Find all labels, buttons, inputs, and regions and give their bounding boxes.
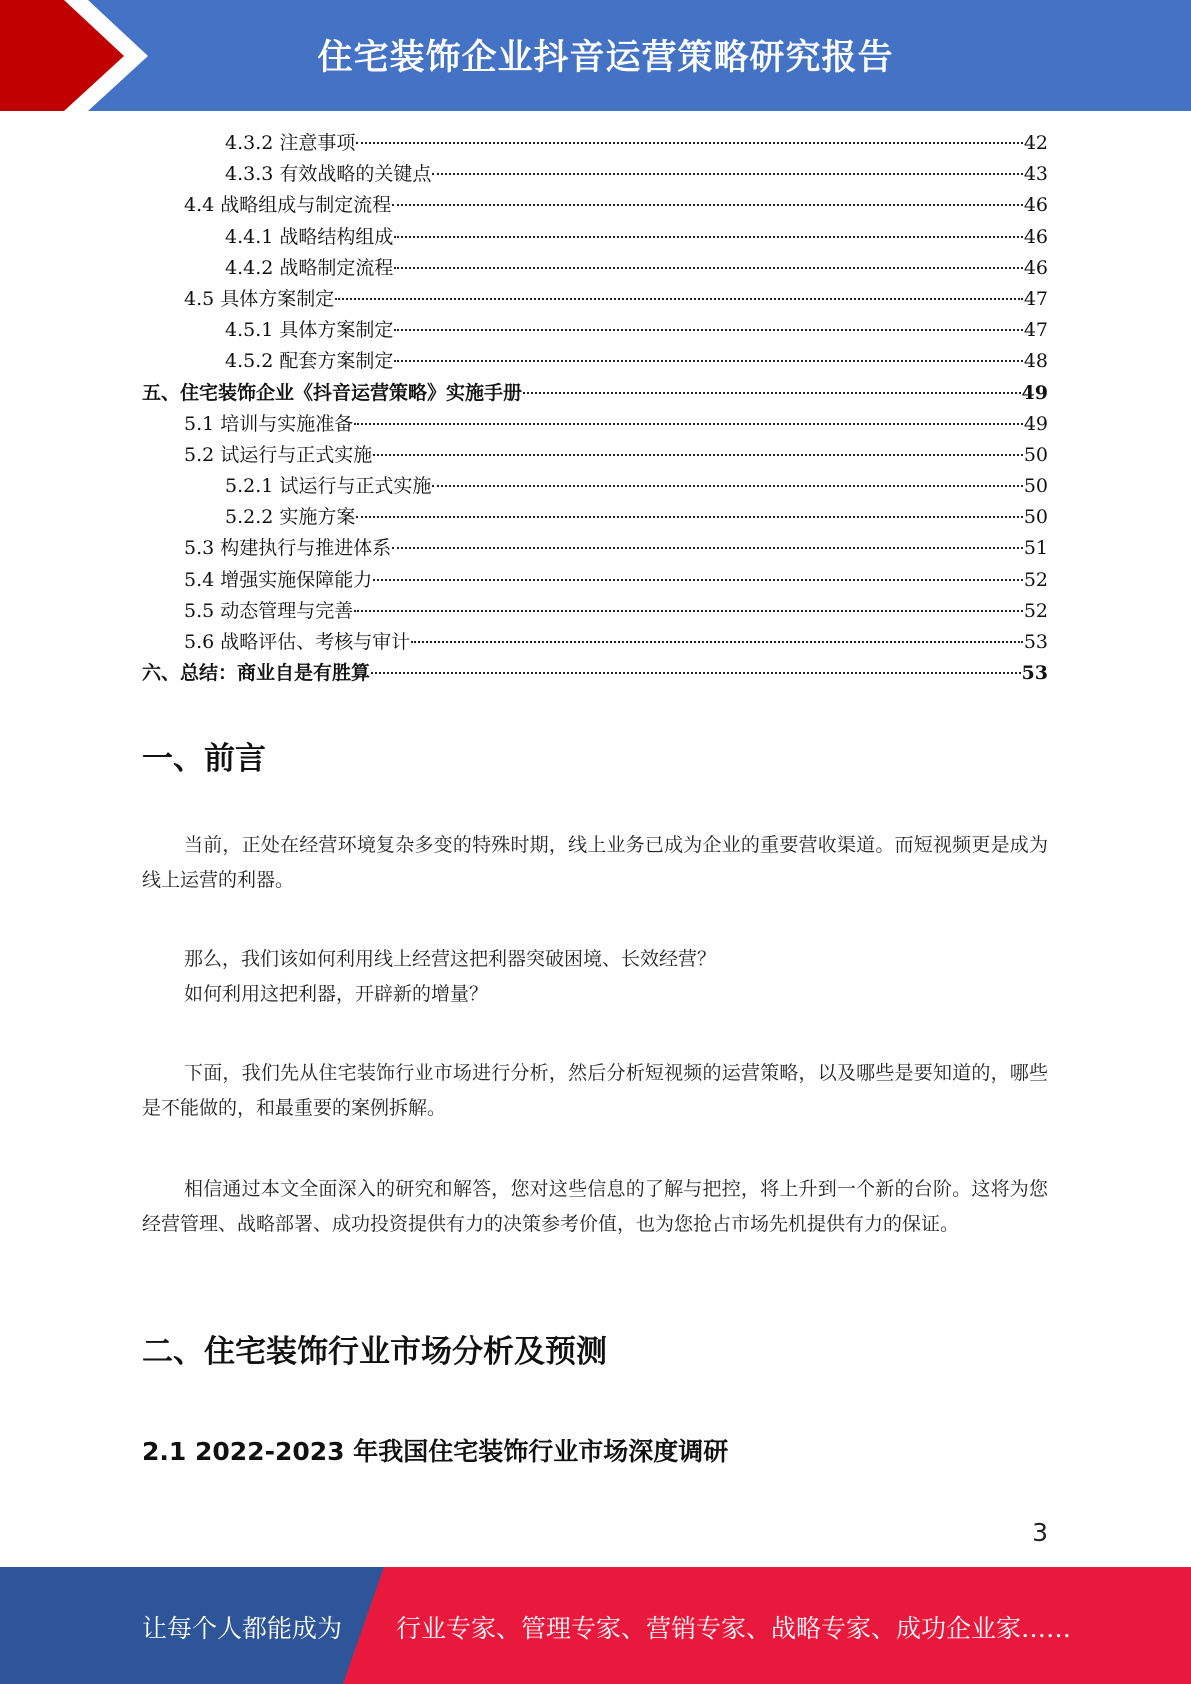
- toc-entry[interactable]: [142, 190, 1048, 221]
- toc-entry-label: 六、总结：商业自是有胜算: [142, 662, 371, 685]
- toc-entry[interactable]: [142, 596, 1048, 627]
- toc-entry-label: 4.4.1 战略结构组成: [225, 225, 394, 248]
- toc-entry-label: 5.3 构建执行与推进体系: [184, 537, 392, 560]
- toc-entry-label: 5.6 战略评估、考核与审计: [184, 631, 411, 653]
- toc-leader-dots: [373, 579, 1023, 581]
- toc-leader-dots: [394, 329, 1022, 331]
- paragraph-text: 相信通过本文全面深入的研究和解答，您对这些信息的了解与把控，将上升到一个新的台阶。这将为您经营管理、战略部署、成功投资提供有力的决策参考价值，也为您抢占市场先机提供有力的保证。: [142, 1178, 1048, 1235]
- toc-entry-label: 4.4 战略组成与制定流程: [184, 194, 392, 217]
- toc-entry-label: 4.4.2 战略制定流程: [225, 256, 394, 279]
- toc-entry-page: 53: [1021, 662, 1048, 685]
- toc-entry-label: 4.5.2 配套方案制定: [225, 350, 394, 373]
- toc-entry[interactable]: [142, 284, 1048, 315]
- toc-entry-label: 5.1 培训与实施准备: [184, 412, 354, 435]
- toc-entry-page: 42: [1023, 132, 1048, 154]
- toc-leader-dots: [356, 142, 1022, 144]
- toc-leader-dots: [356, 516, 1022, 518]
- toc-entry-label: 5.2.1 试运行与正式实施: [225, 475, 432, 498]
- toc-leader-dots: [394, 360, 1022, 362]
- toc-entry-page: 48: [1023, 350, 1048, 373]
- toc-entry-label: 5.2 试运行与正式实施: [184, 443, 373, 466]
- toc-entry[interactable]: [142, 346, 1048, 377]
- page-number: 3: [1032, 1518, 1048, 1547]
- toc-leader-dots: [354, 423, 1023, 425]
- toc-entry[interactable]: [142, 533, 1048, 564]
- toc-entry-label: 5.4 增强实施保障能力: [184, 568, 373, 591]
- toc-entry-page: 52: [1023, 599, 1048, 622]
- toc-leader-dots: [354, 610, 1023, 612]
- toc-entry[interactable]: [142, 253, 1048, 284]
- toc-entry-label: 4.3.2 注意事项: [225, 132, 356, 154]
- toc-entry[interactable]: [142, 627, 1048, 658]
- toc-entry-page: 47: [1023, 287, 1048, 310]
- toc-entry-page: 46: [1023, 256, 1048, 279]
- toc-entry-label: 5.5 动态管理与完善: [184, 599, 354, 622]
- toc-entry[interactable]: [142, 658, 1048, 689]
- toc-leader-dots: [392, 204, 1023, 206]
- page-footer: [0, 1567, 1191, 1684]
- page-header: [0, 0, 1191, 111]
- toc-entry-page: 50: [1023, 475, 1048, 498]
- toc-entry-page: 50: [1023, 506, 1048, 529]
- toc-entry-label: 4.5.1 具体方案制定: [225, 319, 394, 342]
- toc-entry-label: 4.5 具体方案制定: [184, 287, 335, 310]
- toc-entry-page: 49: [1021, 381, 1048, 404]
- toc-entry[interactable]: [142, 440, 1048, 471]
- toc-entry-label: 五、住宅装饰企业《抖音运营策略》实施手册: [142, 381, 523, 404]
- toc-entry[interactable]: [142, 565, 1048, 596]
- section-heading-preface: 一、前言: [142, 741, 266, 777]
- toc-leader-dots: [373, 454, 1023, 456]
- toc-entry-label: 5.2.2 实施方案: [225, 506, 356, 529]
- toc-entry[interactable]: [142, 222, 1048, 253]
- toc-entry-page: 43: [1023, 163, 1048, 186]
- footer-roles: 行业专家、管理专家、营销专家、战略专家、成功企业家……: [396, 1614, 1072, 1643]
- section-heading-market: 二、住宅装饰行业市场分析及预测: [142, 1334, 607, 1370]
- toc-leader-dots: [432, 485, 1022, 487]
- toc-leader-dots: [432, 173, 1022, 175]
- table-of-contents: [142, 128, 1048, 689]
- footer-slogan: 让每个人都能成为: [142, 1614, 343, 1643]
- toc-entry[interactable]: [142, 315, 1048, 346]
- toc-entry-page: 52: [1023, 568, 1048, 591]
- toc-entry[interactable]: [142, 471, 1048, 502]
- toc-leader-dots: [371, 672, 1021, 674]
- toc-entry[interactable]: [142, 128, 1048, 159]
- question-line: 那么，我们该如何利用线上经营这把利器突破困境、长效经营？: [184, 948, 717, 970]
- subsection-heading: 2.1 2022-2023 年我国住宅装饰行业市场深度调研: [142, 1437, 729, 1466]
- toc-entry-page: 46: [1023, 194, 1048, 217]
- question-line: 如何利用这把利器，开辟新的增量？: [184, 983, 489, 1005]
- paragraph-intro: [142, 828, 1048, 898]
- toc-entry[interactable]: [142, 409, 1048, 440]
- toc-leader-dots: [411, 641, 1023, 643]
- paragraph-conclusion: [142, 1172, 1048, 1242]
- toc-entry-page: 49: [1023, 412, 1048, 435]
- report-title: 住宅装饰企业抖音运营策略研究报告: [317, 38, 894, 78]
- toc-entry[interactable]: [142, 502, 1048, 533]
- toc-leader-dots: [335, 298, 1023, 300]
- toc-entry-page: 53: [1023, 631, 1048, 653]
- toc-entry-page: 47: [1023, 319, 1048, 342]
- paragraph-questions: [142, 942, 1048, 1012]
- toc-entry-page: 50: [1023, 443, 1048, 466]
- toc-leader-dots: [394, 236, 1022, 238]
- paragraph-text: 下面，我们先从住宅装饰行业市场进行分析，然后分析短视频的运营策略，以及哪些是要知道的，哪些是不能做的，和最重要的案例拆解。: [142, 1062, 1048, 1119]
- toc-leader-dots: [392, 547, 1023, 549]
- toc-entry-page: 51: [1023, 537, 1048, 560]
- toc-leader-dots: [523, 392, 1021, 394]
- paragraph-plan: [142, 1056, 1048, 1126]
- paragraph-text: 当前，正处在经营环境复杂多变的特殊时期，线上业务已成为企业的重要营收渠道。而短视频更是成为线上运营的利器。: [142, 834, 1048, 891]
- toc-entry-label: 4.3.3 有效战略的关键点: [225, 163, 432, 186]
- toc-entry[interactable]: [142, 378, 1048, 409]
- toc-entry[interactable]: [142, 159, 1048, 190]
- toc-leader-dots: [394, 267, 1022, 269]
- toc-entry-page: 46: [1023, 225, 1048, 248]
